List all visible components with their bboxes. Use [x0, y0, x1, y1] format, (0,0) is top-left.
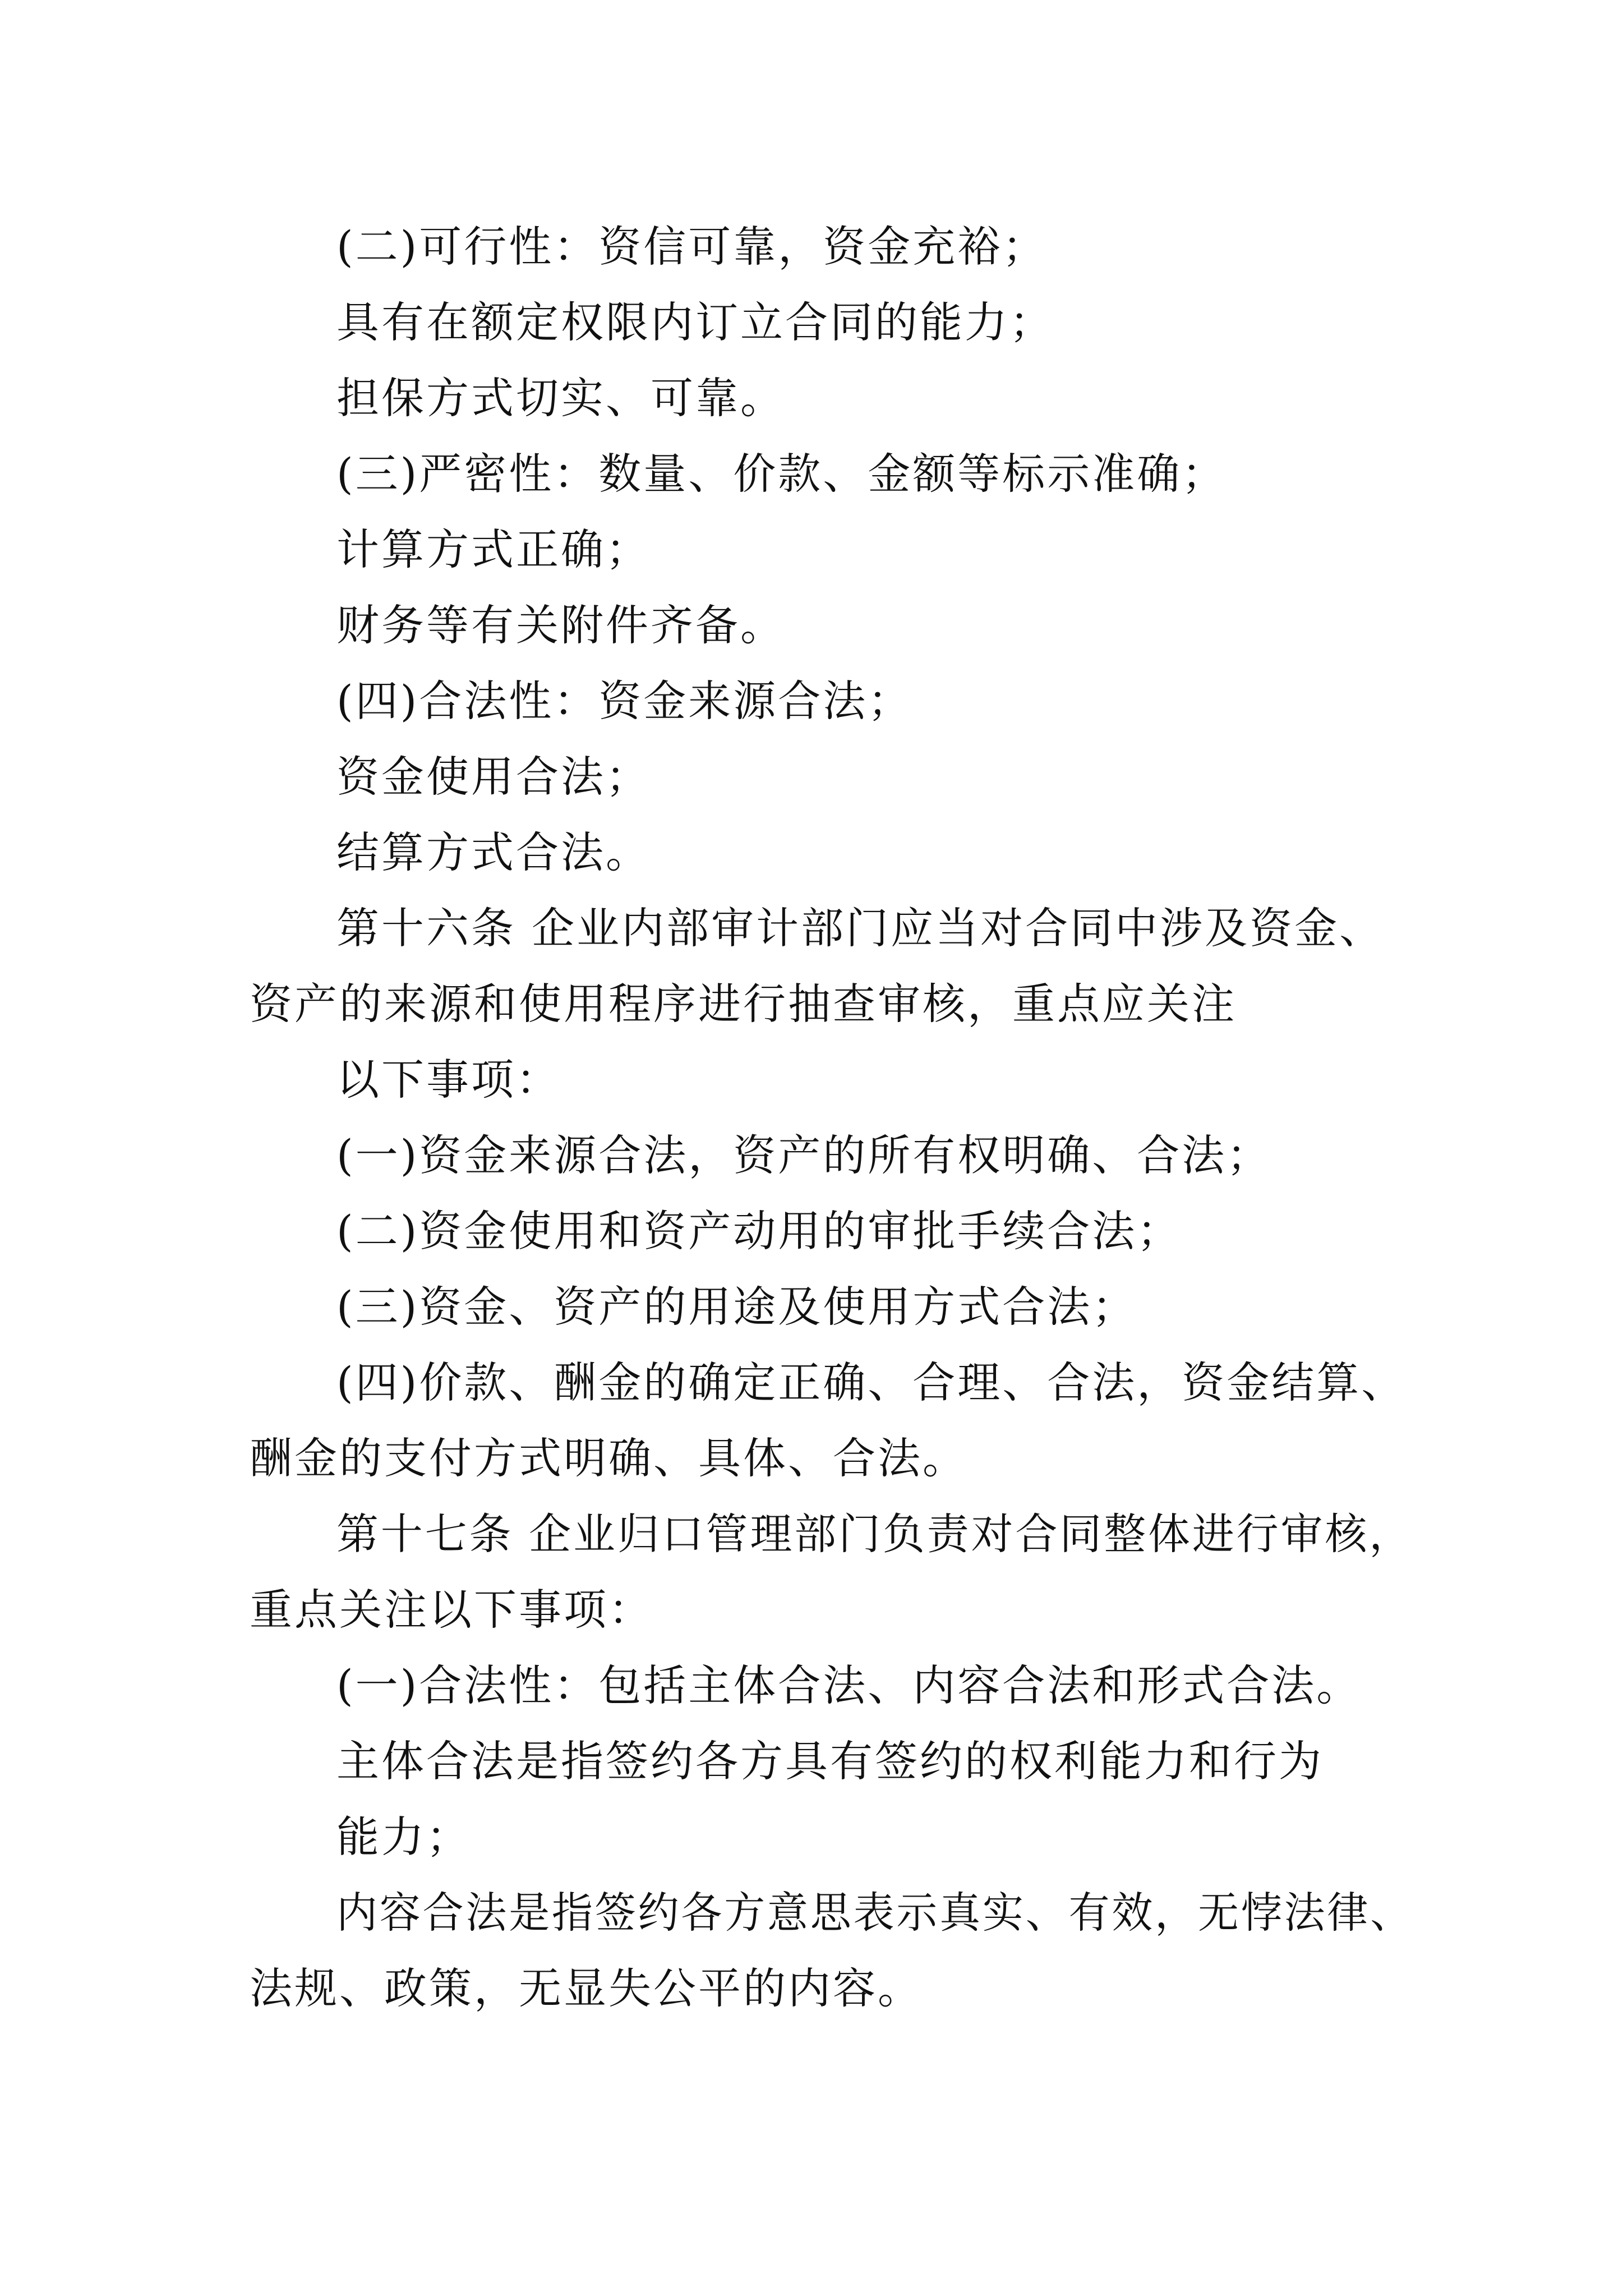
text-line: 计算方式正确； [336, 524, 651, 574]
text-line: (三)资金、资产的用途及使用方式合法； [336, 1282, 1137, 1332]
text-line: (二)可行性：资信可靠，资金充裕； [336, 222, 1048, 272]
text-line: (一)资金来源合法，资产的所有权明确、合法； [336, 1130, 1272, 1180]
text-line: 内容合法是指签约各方意思表示真实、有效，无悖法律、 [336, 1888, 1413, 1938]
text-line: 第十六条 企业内部审计部门应当对合同中涉及资金、 [336, 903, 1385, 953]
text-line: (四)合法性：资金来源合法； [336, 676, 913, 726]
text-line: 结算方式合法。 [336, 827, 651, 877]
text-line: 法规、政策，无显失公平的内容。 [250, 1963, 923, 2013]
text-line: (二)资金使用和资产动用的审批手续合法； [336, 1206, 1182, 1256]
text-line: 资金使用合法； [336, 752, 651, 802]
text-line: 资产的来源和使用程序进行抽查审核，重点应关注 [250, 979, 1237, 1029]
text-line: 重点关注以下事项： [250, 1585, 653, 1635]
text-line: 能力； [336, 1812, 471, 1862]
text-line: 酬金的支付方式明确、具体、合法。 [250, 1433, 967, 1483]
text-line: 具有在额定权限内订立合同的能力； [336, 297, 1054, 347]
text-line: (三)严密性：数量、价款、金额等标示准确； [336, 449, 1227, 499]
text-line: 担保方式切实、可靠。 [336, 373, 785, 423]
text-line: 以下事项： [336, 1055, 561, 1105]
text-line: 第十七条 企业归口管理部门负责对合同整体进行审核， [336, 1509, 1414, 1559]
text-line: 财务等有关附件齐备。 [336, 600, 785, 650]
text-line: (四)价款、酬金的确定正确、合理、合法，资金结算、 [336, 1358, 1407, 1407]
text-line: 主体合法是指签约各方具有签约的权利能力和行为 [336, 1736, 1324, 1786]
text-line: (一)合法性：包括主体合法、内容合法和形式合法。 [336, 1660, 1362, 1710]
